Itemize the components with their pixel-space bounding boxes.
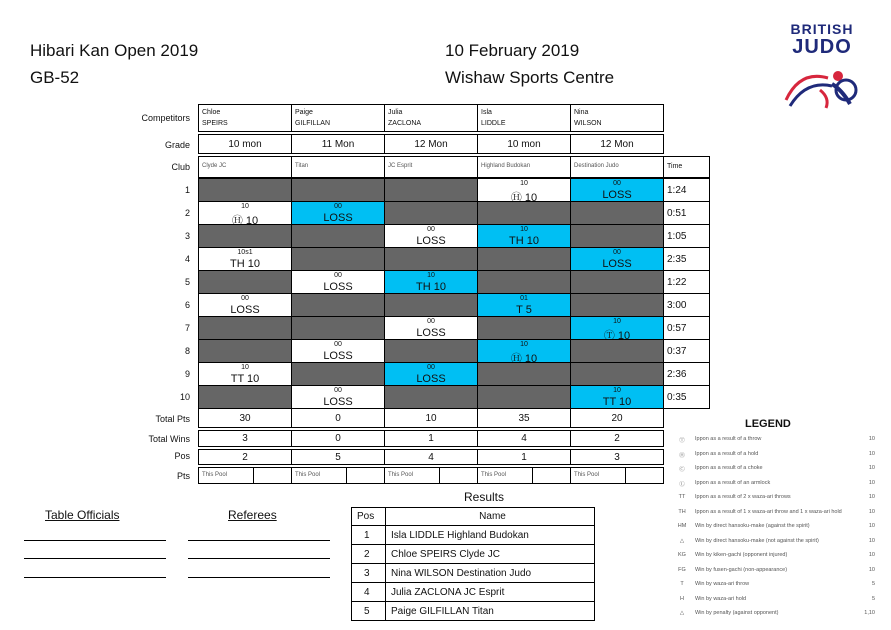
competitor-total-pts-4: 35 bbox=[477, 408, 571, 428]
bout-cell-blocked bbox=[477, 270, 571, 294]
bout-score: 00 bbox=[427, 318, 435, 325]
competitor-grade-4: 10 mon bbox=[477, 134, 571, 154]
bout-number: 5 bbox=[184, 277, 190, 287]
competitor-club-4: Highland Budokan bbox=[477, 156, 571, 178]
competitor-grade-5: 12 Mon bbox=[570, 134, 664, 154]
bout-cell[interactable] bbox=[384, 224, 478, 248]
bout-time[interactable]: 1:22 bbox=[663, 270, 710, 294]
legend-item bbox=[675, 567, 875, 579]
competitor-pool-pts-1[interactable]: This Pool bbox=[198, 467, 254, 484]
legend-item bbox=[675, 581, 875, 593]
competitor-last: LIDDLE bbox=[481, 120, 506, 127]
competitor-total-wins-4: 4 bbox=[477, 430, 571, 447]
bout-cell-blocked bbox=[570, 270, 664, 294]
bout-score: 10 bbox=[241, 203, 249, 210]
table-officials-label bbox=[45, 508, 119, 522]
legend-title: LEGEND bbox=[745, 418, 791, 430]
legend-points: 10 bbox=[868, 450, 875, 457]
competitor-name-4 bbox=[477, 104, 571, 132]
bout-cell[interactable] bbox=[198, 293, 292, 317]
result-name: Julia ZACLONA JC Esprit bbox=[385, 582, 595, 602]
result-position: 3 bbox=[351, 563, 386, 583]
competitor-grade-3: 12 Mon bbox=[384, 134, 478, 154]
bout-cell[interactable] bbox=[384, 270, 478, 294]
legend-description: Win by waza-ari throw bbox=[695, 581, 750, 587]
competitor-pts-box-5[interactable] bbox=[625, 467, 664, 484]
competitor-first: Julia bbox=[388, 109, 403, 116]
legend-description: Ippon as a result of a hold bbox=[695, 450, 759, 457]
bout-result: LOSS bbox=[416, 235, 446, 247]
bout-cell-blocked bbox=[291, 224, 385, 248]
legend-code: △ bbox=[679, 610, 685, 616]
bout-score: 00 bbox=[241, 295, 249, 302]
result-name: Paige GILFILLAN Titan bbox=[385, 601, 595, 621]
legend-description: Ippon as a result of 1 x waza-ari throw and 1 x waza-ari hold bbox=[695, 508, 842, 515]
bout-cell-blocked bbox=[477, 316, 571, 340]
bout-score: 10 bbox=[520, 180, 528, 187]
legend-code: △ bbox=[679, 537, 685, 544]
event-venue: Wishaw Sports Centre bbox=[445, 68, 615, 87]
bout-result: Ⓣ 10 bbox=[603, 330, 631, 340]
logo-line2: JUDO bbox=[792, 36, 852, 58]
bout-result: TH 10 bbox=[230, 258, 260, 270]
bout-result: Ⓗ 10 bbox=[231, 215, 259, 225]
legend-points: 10 bbox=[868, 436, 875, 442]
results-col-name: Name bbox=[385, 507, 595, 526]
bout-result: LOSS bbox=[602, 258, 632, 270]
bout-result: T 5 bbox=[516, 304, 532, 316]
competitor-pts-box-3[interactable] bbox=[439, 467, 478, 484]
referees-text: Referees bbox=[228, 508, 277, 522]
competitor-total-pts-3: 10 bbox=[384, 408, 478, 428]
bout-result: LOSS bbox=[323, 281, 353, 293]
competitor-total-wins-2: 0 bbox=[291, 430, 385, 447]
legend-code: Ⓒ bbox=[679, 467, 685, 473]
bout-cell[interactable] bbox=[570, 385, 664, 409]
bout-result: TT 10 bbox=[602, 396, 632, 408]
competitor-first: Chloe bbox=[202, 109, 221, 116]
competitor-name-3 bbox=[384, 104, 478, 132]
competitor-pool-pts-3[interactable]: This Pool bbox=[384, 467, 440, 484]
legend-item bbox=[675, 509, 875, 521]
results-title: Results bbox=[464, 490, 505, 504]
bout-cell[interactable] bbox=[291, 385, 385, 409]
judo-figure-icon bbox=[780, 60, 862, 112]
bout-cell-blocked bbox=[291, 362, 385, 386]
bout-number: 8 bbox=[184, 346, 190, 356]
bout-result: LOSS bbox=[323, 396, 353, 408]
competitor-first: Isla bbox=[481, 109, 492, 116]
legend-points: 1,10 bbox=[864, 610, 875, 616]
competitor-grade-2: 11 Mon bbox=[291, 134, 385, 154]
logo-line1: BRITISH bbox=[790, 21, 854, 37]
competitor-position-2: 5 bbox=[291, 449, 385, 465]
legend-code: Ⓛ bbox=[679, 481, 685, 488]
legend-description: Win by kiken-gachi (opponent injured) bbox=[695, 552, 788, 558]
bout-cell-blocked bbox=[198, 224, 292, 248]
result-position: 4 bbox=[351, 582, 386, 602]
bout-cell[interactable] bbox=[384, 316, 478, 340]
result-name: Nina WILSON Destination Judo bbox=[385, 563, 595, 583]
official-line-3[interactable] bbox=[24, 577, 166, 578]
label-club: Club bbox=[171, 162, 190, 172]
result-position: 5 bbox=[351, 601, 386, 621]
bout-time[interactable]: 0:51 bbox=[663, 201, 710, 225]
legend-description: Ippon as a result of a throw bbox=[695, 436, 762, 442]
british-judo-logo bbox=[786, 20, 858, 56]
bout-number: 7 bbox=[184, 323, 190, 333]
bout-cell[interactable] bbox=[570, 178, 664, 202]
bout-score: 00 bbox=[334, 203, 342, 210]
bout-time[interactable]: 1:05 bbox=[663, 224, 710, 248]
competitor-club-1: Clyde JC bbox=[198, 156, 292, 178]
bout-cell-blocked bbox=[291, 293, 385, 317]
legend-description: Ippon as a result of 2 x waza-ari throws bbox=[695, 494, 791, 500]
bout-result: LOSS bbox=[416, 327, 446, 339]
bout-score: 00 bbox=[334, 341, 342, 348]
time-header: Time bbox=[663, 156, 710, 178]
legend-description: Win by fusen-gachi (non-appearance) bbox=[695, 566, 788, 573]
bout-score: 01 bbox=[520, 295, 528, 302]
legend-code: TH bbox=[678, 508, 686, 515]
competitor-grade-1: 10 mon bbox=[198, 134, 292, 154]
result-position: 2 bbox=[351, 544, 386, 564]
bout-number: 4 bbox=[184, 254, 190, 264]
competitor-total-wins-1: 3 bbox=[198, 430, 292, 447]
bout-cell-blocked bbox=[570, 339, 664, 363]
competitor-last: SPEIRS bbox=[202, 120, 228, 127]
bout-cell-blocked bbox=[477, 201, 571, 225]
event-title: Hibari Kan Open 2019 bbox=[30, 41, 199, 60]
bout-time[interactable]: 0:37 bbox=[663, 339, 710, 363]
competitor-last: WILSON bbox=[574, 120, 602, 127]
bout-score: 00 bbox=[427, 226, 435, 233]
legend-code: HM bbox=[677, 523, 687, 529]
competitor-name-1 bbox=[198, 104, 292, 132]
bout-cell-blocked bbox=[198, 270, 292, 294]
competitor-position-3: 4 bbox=[384, 449, 478, 465]
bout-result: TH 10 bbox=[416, 281, 446, 293]
legend-code: T bbox=[680, 581, 684, 587]
legend-points: 10 bbox=[868, 479, 875, 486]
official-line-1[interactable] bbox=[24, 540, 166, 541]
legend-points: 10 bbox=[868, 465, 875, 471]
legend-code: Ⓗ bbox=[679, 452, 685, 459]
bout-result: LOSS bbox=[323, 212, 353, 224]
competitor-pts-box-1[interactable] bbox=[253, 467, 292, 484]
bout-cell-blocked bbox=[198, 178, 292, 202]
bout-score: 10s1 bbox=[237, 249, 253, 256]
label-pos: Pos bbox=[174, 451, 190, 461]
bout-cell[interactable] bbox=[570, 247, 664, 271]
official-line-2[interactable] bbox=[24, 558, 166, 559]
legend-code: TT bbox=[678, 494, 686, 500]
bout-result: TH 10 bbox=[509, 235, 539, 247]
event-date: 10 February 2019 bbox=[445, 41, 580, 60]
bout-time[interactable]: 2:36 bbox=[663, 362, 710, 386]
bout-time[interactable]: 0:57 bbox=[663, 316, 710, 340]
label-pts: Pts bbox=[176, 471, 190, 481]
bout-cell-blocked bbox=[291, 178, 385, 202]
bout-result: LOSS bbox=[416, 373, 446, 385]
competitor-position-1: 2 bbox=[198, 449, 292, 465]
competitor-total-pts-1: 30 bbox=[198, 408, 292, 428]
competitor-first: Nina bbox=[574, 109, 589, 116]
bout-result: TT 10 bbox=[230, 373, 260, 385]
competitor-club-3: JC Esprit bbox=[384, 156, 478, 178]
bout-number: 1 bbox=[184, 185, 190, 195]
bout-cell-blocked bbox=[384, 201, 478, 225]
legend-description: Win by direct hansoku-make (against the spirit) bbox=[695, 523, 810, 529]
bout-cell-blocked bbox=[384, 247, 478, 271]
competitor-first: Paige bbox=[295, 109, 313, 116]
legend-item bbox=[675, 494, 875, 506]
legend-points: 10 bbox=[868, 508, 875, 515]
legend-code: Ⓣ bbox=[679, 438, 685, 444]
bout-cell-blocked bbox=[570, 224, 664, 248]
bout-cell-blocked bbox=[291, 316, 385, 340]
bout-score: 10 bbox=[613, 387, 621, 394]
bout-result: LOSS bbox=[230, 304, 260, 316]
competitor-last: ZACLONA bbox=[388, 120, 422, 127]
bout-number: 10 bbox=[179, 392, 190, 402]
legend-item bbox=[675, 480, 875, 492]
bout-number: 3 bbox=[184, 231, 190, 241]
legend-item bbox=[675, 451, 875, 463]
bout-cell[interactable] bbox=[198, 201, 292, 225]
competitor-position-4: 1 bbox=[477, 449, 571, 465]
legend-description: Win by waza-ari hold bbox=[695, 595, 747, 602]
legend-item bbox=[675, 465, 875, 477]
legend-item bbox=[675, 596, 875, 608]
bout-cell[interactable] bbox=[477, 178, 571, 202]
bout-cell-blocked bbox=[570, 362, 664, 386]
competitor-name-2 bbox=[291, 104, 385, 132]
bout-cell[interactable] bbox=[291, 270, 385, 294]
legend-description: Win by direct hansoku-make (not against the spirit) bbox=[695, 537, 819, 544]
legend-description: Ippon as a result of a choke bbox=[695, 465, 763, 471]
legend-code: H bbox=[680, 595, 684, 602]
bout-score: 00 bbox=[427, 364, 435, 371]
bout-time[interactable]: 2:35 bbox=[663, 247, 710, 271]
competitor-pts-box-4[interactable] bbox=[532, 467, 571, 484]
bout-cell-blocked bbox=[477, 247, 571, 271]
competitor-pool-pts-4[interactable]: This Pool bbox=[477, 467, 533, 484]
bout-score: 10 bbox=[613, 318, 621, 325]
bout-cell-blocked bbox=[198, 316, 292, 340]
results-col-pos: Pos bbox=[351, 507, 386, 526]
bout-cell[interactable] bbox=[198, 362, 292, 386]
bout-cell[interactable] bbox=[570, 316, 664, 340]
legend-item bbox=[675, 610, 875, 622]
bout-cell-blocked bbox=[384, 293, 478, 317]
legend-item bbox=[675, 436, 875, 448]
competitor-pts-box-2[interactable] bbox=[346, 467, 385, 484]
legend-points: 10 bbox=[868, 537, 875, 544]
bout-cell[interactable] bbox=[291, 339, 385, 363]
result-name: Chloe SPEIRS Clyde JC bbox=[385, 544, 595, 564]
bout-cell-blocked bbox=[477, 385, 571, 409]
bout-cell[interactable] bbox=[291, 201, 385, 225]
bout-score: 10 bbox=[427, 272, 435, 279]
referees-label bbox=[228, 508, 277, 522]
competitor-pool-pts-2[interactable]: This Pool bbox=[291, 467, 347, 484]
competitor-total-pts-5: 20 bbox=[570, 408, 664, 428]
label-competitors: Competitors bbox=[141, 113, 190, 123]
legend-item bbox=[675, 538, 875, 550]
bout-score: 00 bbox=[334, 272, 342, 279]
bout-score: 00 bbox=[613, 249, 621, 256]
bout-score: 00 bbox=[613, 180, 621, 187]
competitor-club-5: Destination Judo bbox=[570, 156, 664, 178]
legend-points: 10 bbox=[868, 566, 875, 573]
bout-cell-blocked bbox=[384, 339, 478, 363]
table-officials-text: Table Officials bbox=[45, 508, 120, 522]
bout-time[interactable]: 1:24 bbox=[663, 178, 710, 202]
bout-cell-blocked bbox=[570, 293, 664, 317]
bout-score: 10 bbox=[520, 341, 528, 348]
label-total-pts: Total Pts bbox=[155, 414, 190, 424]
legend-points: 5 bbox=[871, 595, 875, 602]
legend-points: 10 bbox=[868, 494, 875, 500]
bout-result: LOSS bbox=[602, 189, 632, 201]
bout-number: 9 bbox=[184, 369, 190, 379]
competitor-pool-pts-5[interactable]: This Pool bbox=[570, 467, 626, 484]
bout-cell-blocked bbox=[477, 362, 571, 386]
legend-code: FG bbox=[678, 566, 686, 573]
result-position: 1 bbox=[351, 525, 386, 545]
competitor-position-5: 3 bbox=[570, 449, 664, 465]
bout-cell-blocked bbox=[198, 385, 292, 409]
referee-line-1[interactable] bbox=[188, 540, 330, 541]
label-grade: Grade bbox=[164, 140, 190, 150]
bout-cell-blocked bbox=[384, 178, 478, 202]
competitor-total-wins-5: 2 bbox=[570, 430, 664, 447]
bout-result: LOSS bbox=[323, 350, 353, 362]
bout-score: 10 bbox=[520, 226, 528, 233]
competitor-total-pts-2: 0 bbox=[291, 408, 385, 428]
bout-score: 00 bbox=[334, 387, 342, 394]
competitor-total-wins-3: 1 bbox=[384, 430, 478, 447]
bout-cell[interactable] bbox=[477, 293, 571, 317]
bout-cell-blocked bbox=[291, 247, 385, 271]
legend-points: 5 bbox=[871, 581, 875, 587]
legend-points: 10 bbox=[868, 523, 875, 529]
bout-time[interactable]: 0:35 bbox=[663, 385, 710, 409]
bout-number: 2 bbox=[184, 208, 190, 218]
bout-time[interactable]: 3:00 bbox=[663, 293, 710, 317]
bout-cell[interactable] bbox=[477, 339, 571, 363]
legend-item bbox=[675, 523, 875, 535]
event-code: GB-52 bbox=[30, 68, 80, 87]
bout-number: 6 bbox=[184, 300, 190, 310]
competitor-club-2: Titan bbox=[291, 156, 385, 178]
competitor-name-5 bbox=[570, 104, 664, 132]
bout-cell-blocked bbox=[198, 339, 292, 363]
legend-code: KG bbox=[678, 552, 686, 558]
result-name: Isla LIDDLE Highland Budokan bbox=[385, 525, 595, 545]
referee-line-3[interactable] bbox=[188, 577, 330, 578]
legend-item bbox=[675, 552, 875, 564]
legend-description: Ippon as a result of an armlock bbox=[695, 479, 771, 486]
bout-cell[interactable] bbox=[198, 247, 292, 271]
bout-result: Ⓗ 10 bbox=[510, 353, 538, 363]
bout-score: 10 bbox=[241, 364, 249, 371]
legend-points: 10 bbox=[868, 552, 875, 558]
bout-cell[interactable] bbox=[477, 224, 571, 248]
bout-cell-blocked bbox=[570, 201, 664, 225]
bout-cell[interactable] bbox=[384, 362, 478, 386]
legend-description: Win by penalty (against opponent) bbox=[695, 610, 779, 616]
competitor-last: GILFILLAN bbox=[295, 120, 331, 127]
bout-result: Ⓗ 10 bbox=[510, 192, 538, 202]
referee-line-2[interactable] bbox=[188, 558, 330, 559]
label-total-wins: Total Wins bbox=[148, 434, 190, 444]
bout-cell-blocked bbox=[384, 385, 478, 409]
